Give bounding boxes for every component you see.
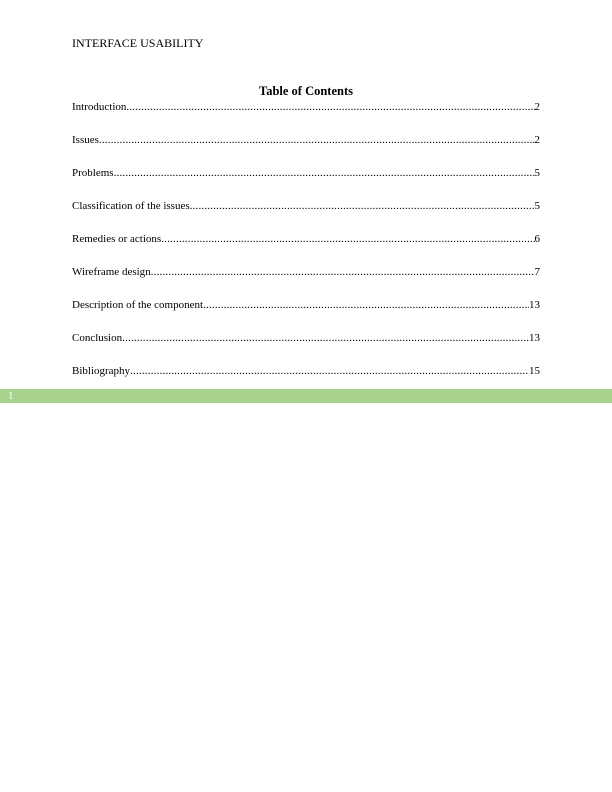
toc-leader-dots <box>130 364 529 378</box>
toc-entry-page: 2 <box>534 101 540 113</box>
toc-leader-dots <box>190 199 535 213</box>
footer-bar <box>0 389 612 403</box>
toc-entry-label: Remedies or actions <box>72 233 162 245</box>
toc-leader-dots <box>114 166 535 180</box>
toc-entry-classification[interactable] <box>72 199 540 232</box>
toc-entry-label: Bibliography <box>72 365 131 377</box>
toc-entry-label: Conclusion <box>72 332 123 344</box>
running-head: INTERFACE USABILITY <box>72 36 204 50</box>
toc-entry-label: Introduction <box>72 101 127 113</box>
toc-leader-dots <box>203 298 529 312</box>
toc-entry-label: Description of the component <box>72 299 204 311</box>
footer-page-number: 1 <box>8 390 14 402</box>
toc-entry-label: Issues <box>72 134 99 146</box>
toc-entry-page: 6 <box>534 233 540 245</box>
toc-leader-dots <box>151 265 535 279</box>
toc-entry-page: 2 <box>534 134 540 146</box>
toc-entry-label: Problems <box>72 167 114 179</box>
table-of-contents <box>72 100 540 397</box>
toc-leader-dots <box>126 100 534 114</box>
toc-title: Table of Contents <box>259 84 353 98</box>
toc-entry-conclusion[interactable] <box>72 331 540 364</box>
toc-entry-issues[interactable] <box>72 133 540 166</box>
toc-entry-page: 5 <box>534 200 540 212</box>
toc-entry-label: Classification of the issues <box>72 200 190 212</box>
toc-entry-remedies[interactable] <box>72 232 540 265</box>
toc-entry-label: Wireframe design <box>72 266 151 278</box>
toc-entry-page: 5 <box>534 167 540 179</box>
toc-leader-dots <box>161 232 534 246</box>
toc-leader-dots <box>99 133 535 147</box>
toc-leader-dots <box>122 331 529 345</box>
toc-entry-introduction[interactable] <box>72 100 540 133</box>
toc-entry-page: 7 <box>534 266 540 278</box>
toc-entry-page: 13 <box>529 332 540 344</box>
toc-entry-problems[interactable] <box>72 166 540 199</box>
toc-entry-wireframe[interactable] <box>72 265 540 298</box>
toc-entry-page: 15 <box>529 365 540 377</box>
toc-entry-page: 13 <box>529 299 540 311</box>
toc-entry-description[interactable] <box>72 298 540 331</box>
